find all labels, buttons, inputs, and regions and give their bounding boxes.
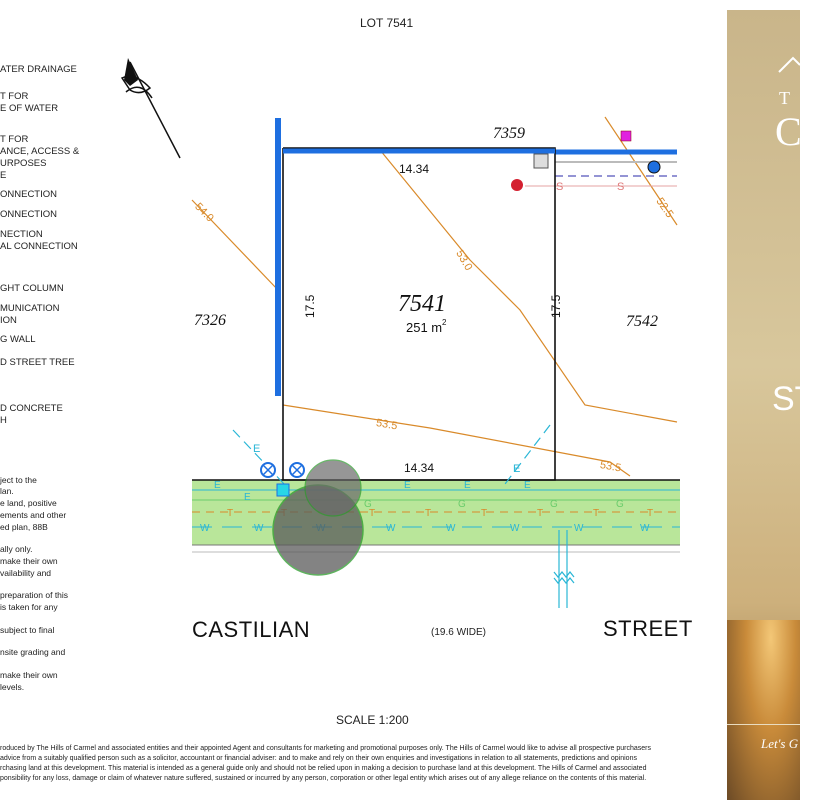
telecom-label: T [425, 508, 432, 519]
legend-item: T FOR [0, 134, 29, 145]
contour-labels [192, 196, 675, 475]
electric-label: E [464, 480, 471, 491]
street-name-left: CASTILIAN [192, 617, 311, 642]
legend-item: D CONCRETE [0, 403, 63, 414]
water-label: W [254, 523, 264, 534]
legend-item: T FOR [0, 91, 29, 102]
note-line: ally only. [0, 544, 33, 554]
panel-divider [727, 724, 800, 725]
legend-item: ONNECTION [0, 189, 57, 200]
street-width: (19.6 WIDE) [431, 627, 487, 638]
electric-label: E [404, 480, 411, 491]
sewer-connection-icon [511, 179, 523, 191]
neighbour-lot-left: 7326 [194, 312, 226, 329]
light-column-icon [277, 484, 289, 496]
legend-item: D STREET TREE [0, 357, 75, 368]
water-label: W [574, 523, 584, 534]
note-line: make their own [0, 556, 58, 566]
note-line: is taken for any [0, 602, 58, 612]
water-label: W [200, 523, 210, 534]
note-line: levels. [0, 682, 25, 692]
note-line: nsite grading and [0, 647, 66, 657]
sunset-hills-image [727, 620, 800, 800]
legend-item: URPOSES [0, 158, 47, 169]
gas-label: G [550, 499, 558, 510]
note-line: ed plan, 88B [0, 522, 48, 532]
lot-area-unit: 2 [442, 318, 447, 327]
disclaimer-line: roduced by The Hills of Carmel and associated entities and their appointed Agent and consultants for marketing and promotional purposes only. The Hills of Carmel would like to advise all prospective purchasers [0, 745, 651, 752]
gas-label: G [458, 499, 466, 510]
disclaimer-line: ponsibility for any loss, damage or claim of whatever nature suffered, sustained or incurred by any person, corporation or other legal entity which arises out of any allege reliance on the contents of this material. [0, 775, 647, 782]
gas-label: G [616, 499, 624, 510]
contour-label: 53.5 [598, 458, 623, 475]
electric-label: E [214, 480, 221, 491]
dimension-right: 17.5 [549, 294, 563, 318]
lot-number-main: 7541 [398, 291, 446, 317]
note-line: make their own [0, 670, 58, 680]
service-pit-icon [534, 154, 548, 168]
telecom-label: T [227, 508, 234, 519]
telecom-label: T [481, 508, 488, 519]
electric-label: E [524, 480, 531, 491]
legend-item: ION [0, 315, 17, 326]
brand-text-mid: C [775, 109, 802, 154]
gas-label: G [364, 499, 372, 510]
contour-label: 53.0 [453, 248, 475, 273]
telecom-pit-icon [621, 131, 631, 141]
brochure-side-panel [727, 10, 815, 800]
disclaimer-line: advice from a suitably qualified person such as a solicitor, accountant or financial adviser: and to make and rely on their own enquiries and investigations in relation to all statements, predictions and opinions [0, 755, 637, 762]
legend-item: E [0, 170, 7, 181]
brand-text-top: T [779, 88, 790, 108]
lot-numbers [194, 125, 658, 330]
legend-item: G WALL [0, 334, 36, 345]
sewer-label: S [617, 181, 625, 193]
dimension-left: 17.5 [303, 294, 317, 318]
electric-label: E [244, 492, 251, 503]
water-label: W [386, 523, 396, 534]
street-name-right: STREET [603, 616, 693, 641]
telecom-label: T [369, 508, 376, 519]
note-line: subject to final [0, 625, 55, 635]
telecom-label: T [537, 508, 544, 519]
neighbour-lot-top: 7359 [493, 125, 525, 142]
note-line: vailability and [0, 568, 52, 578]
telecom-label: T [593, 508, 600, 519]
electric-label: E [513, 463, 521, 475]
water-label: W [510, 523, 520, 534]
note-line: preparation of this [0, 590, 69, 600]
contour-label: 53.5 [375, 417, 399, 433]
neighbour-lot-right: 7542 [626, 313, 658, 330]
note-line: lan. [0, 486, 14, 496]
legend-item: AL CONNECTION [0, 241, 78, 252]
water-label: W [640, 523, 650, 534]
street-tree-icon [273, 460, 363, 575]
sewer-label: S [556, 181, 564, 193]
telecom-label: T [647, 508, 654, 519]
legend-item: E OF WATER [0, 103, 59, 114]
legend-item: ONNECTION [0, 209, 57, 220]
note-line: e land, positive [0, 498, 57, 508]
note-line: ements and other [0, 510, 67, 520]
dimension-bottom: 14.34 [404, 461, 435, 475]
sewer-letters [556, 181, 624, 193]
legend-item: MUNICATION [0, 303, 60, 314]
electric-label: E [253, 443, 261, 455]
note-line: ject to the [0, 475, 37, 485]
water-label: W [446, 523, 456, 534]
legend-item: GHT COLUMN [0, 283, 64, 294]
contour-label: 52.5 [653, 195, 676, 221]
scale-label: SCALE 1:200 [336, 713, 409, 727]
dimension-top: 14.34 [399, 162, 430, 176]
contour-label: 54.0 [192, 200, 216, 225]
water-meter-icon [648, 161, 660, 173]
legend-item: ATER DRAINAGE [0, 64, 77, 75]
electric-alignments [233, 425, 550, 485]
legend-item: ANCE, ACCESS & [0, 146, 80, 157]
lot-title: LOT 7541 [360, 16, 414, 30]
brand-tagline: Let's G [761, 736, 799, 751]
disclaimer-line: rchasing land at this development. This material is intended as a general guide only and should not be relied upon in making a decision to purchase land at this development. The Hills of Carmel and associated [0, 765, 647, 772]
lot-area-value: 251 m [406, 320, 443, 335]
north-arrow-icon [122, 58, 180, 158]
brand-text-lower: ST [772, 380, 815, 418]
legend-item: H [0, 415, 7, 426]
legend-item: NECTION [0, 229, 43, 240]
lot-area [406, 318, 447, 335]
